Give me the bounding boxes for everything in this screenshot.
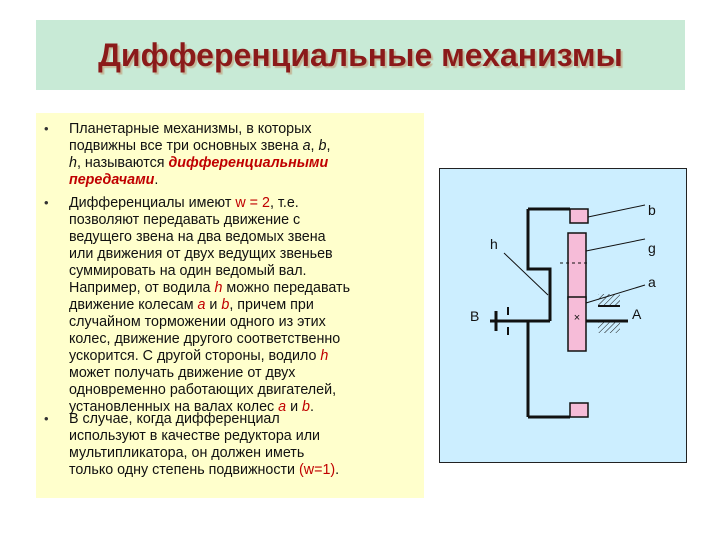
- bullet-1-text: Планетарные механизмы, в которых подвижны все три основных звена a, b, h, называются дифференциальными передачами.: [69, 121, 331, 188]
- bullet-marker: •: [44, 121, 49, 136]
- label-A: A: [632, 306, 642, 322]
- gear-a: [568, 297, 586, 351]
- ring-gear-b-bottom: [570, 403, 588, 417]
- pin-marker: ×: [573, 312, 581, 324]
- carrier-h-upper: [528, 209, 550, 321]
- title-band: [36, 20, 685, 90]
- frame-hatch-bottom: [598, 321, 620, 333]
- leader-b: [588, 205, 645, 217]
- label-g: g: [648, 240, 656, 256]
- label-B: B: [470, 308, 480, 324]
- kinematic-scheme: [440, 169, 688, 464]
- bullet-3-text: В случае, когда дифференциал используют в качестве редуктора или мультипликатора, он должен иметь только одну степень подвижности (w=1).: [69, 411, 340, 478]
- bullet-marker: •: [44, 411, 49, 426]
- satellite-g: [568, 233, 586, 299]
- slide-title: Дифференциальные механизмы: [98, 37, 623, 73]
- label-b: b: [648, 202, 656, 218]
- differential-mechanism-diagram: [439, 168, 687, 463]
- carrier-h-lower: [528, 321, 550, 417]
- bullet-2-text: Дифференциалы имеют w = 2, т.е. позволяют передавать движение с ведущего звена на два ведомых звена или движения от двух ведущих звеньев суммировать на один ведомый вал. Например, от водила h можно передавать движение колесам a и b, причем при случайном торможении одного из этих колес, движение другого соответственно ускорится. С другой стороны, водило h может получать движение от двух одновременно работающих двигателей, установленных на валах колес a и b.: [69, 195, 351, 415]
- leader-g: [586, 239, 645, 251]
- leader-h: [504, 253, 548, 295]
- label-a: a: [648, 274, 656, 290]
- bullet-marker: •: [44, 195, 49, 210]
- ring-gear-b-top: [570, 209, 588, 223]
- label-h: h: [490, 236, 498, 252]
